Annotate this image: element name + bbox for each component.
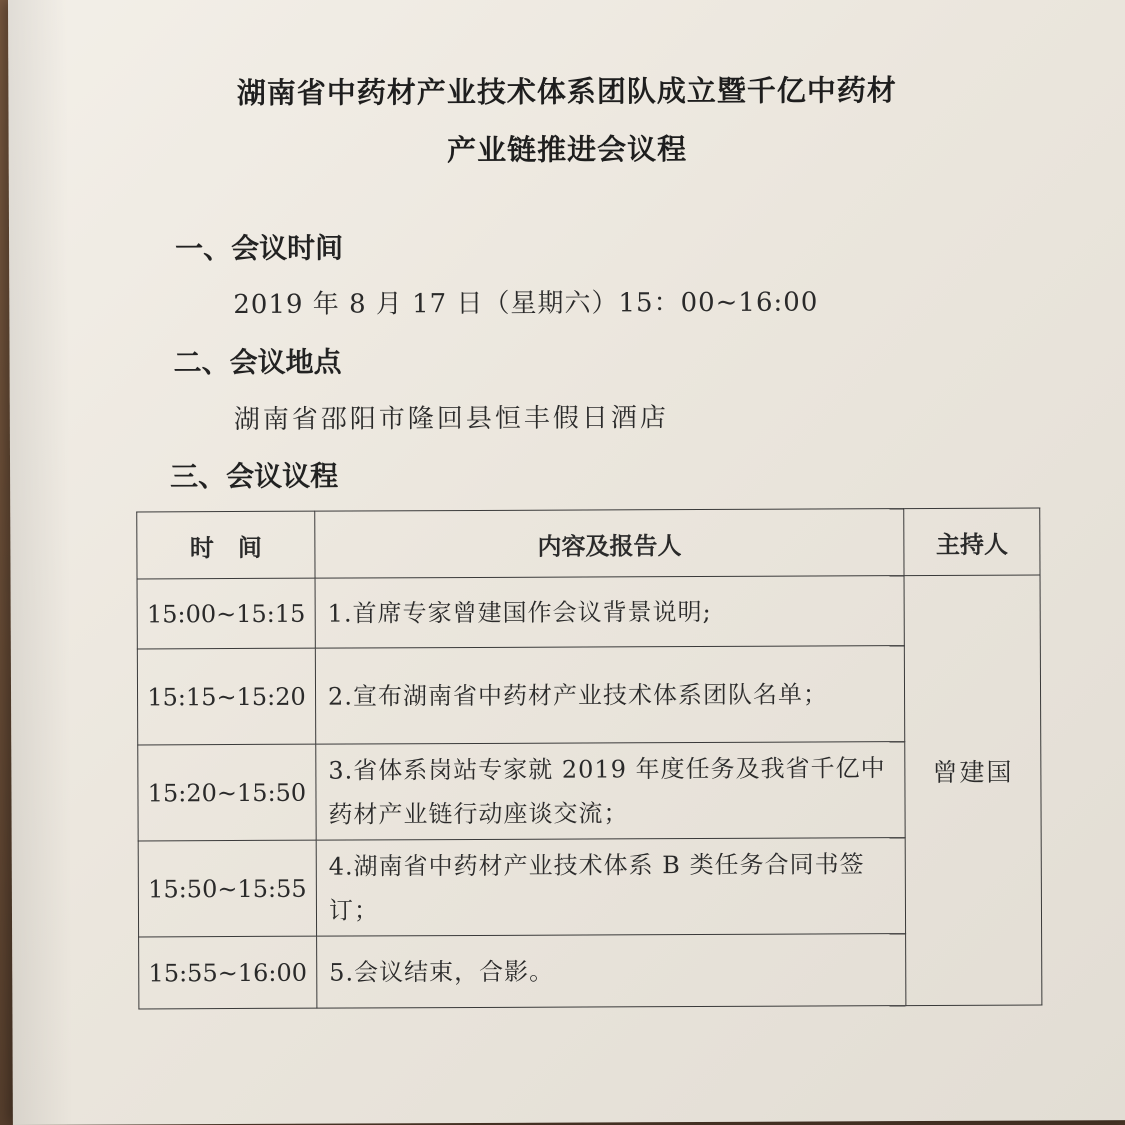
row-time: 15:00~15:15 [137, 578, 315, 649]
header-time: 时 间 [137, 511, 315, 579]
row-content: 2.宣布湖南省中药材产业技术体系团队名单； [315, 646, 905, 745]
row-content: 4.湖南省中药材产业技术体系 B 类任务合同书签订； [316, 838, 906, 937]
table-row [137, 575, 1040, 649]
row-content: 5.会议结束，合影。 [317, 934, 906, 1009]
row-time: 15:20~15:50 [138, 744, 316, 841]
row-content: 3.省体系岗站专家就 2019 年度任务及我省千亿中药材产业链行动座谈交流； [316, 742, 906, 841]
agenda-table [136, 508, 1042, 1010]
row-time: 15:55~16:00 [139, 936, 317, 1009]
agenda-paper [8, 0, 1125, 1125]
meeting-location: 湖南省邵阳市隆回县恒丰假日酒店 [233, 403, 669, 436]
document-title-line2: 产业链推进会议程 [447, 132, 688, 168]
meeting-time: 2019 年 8 月 17 日（星期六）15：00~16:00 [233, 287, 819, 321]
header-content: 内容及报告人 [315, 509, 904, 579]
table-header-row [137, 508, 1040, 579]
section-heading-location: 二、会议地点 [173, 345, 342, 380]
row-time: 15:15~15:20 [137, 648, 315, 745]
section-heading-agenda: 三、会议议程 [170, 459, 339, 494]
section-heading-time: 一、会议时间 [175, 231, 344, 266]
host-name: 曾建国 [904, 575, 1042, 1006]
row-content: 1.首席专家曾建国作会议背景说明; [315, 576, 904, 649]
row-time: 15:50~15:55 [138, 840, 316, 937]
document-title-line1: 湖南省中药材产业技术体系团队成立暨千亿中药材 [236, 73, 897, 111]
header-host: 主持人 [904, 508, 1040, 576]
